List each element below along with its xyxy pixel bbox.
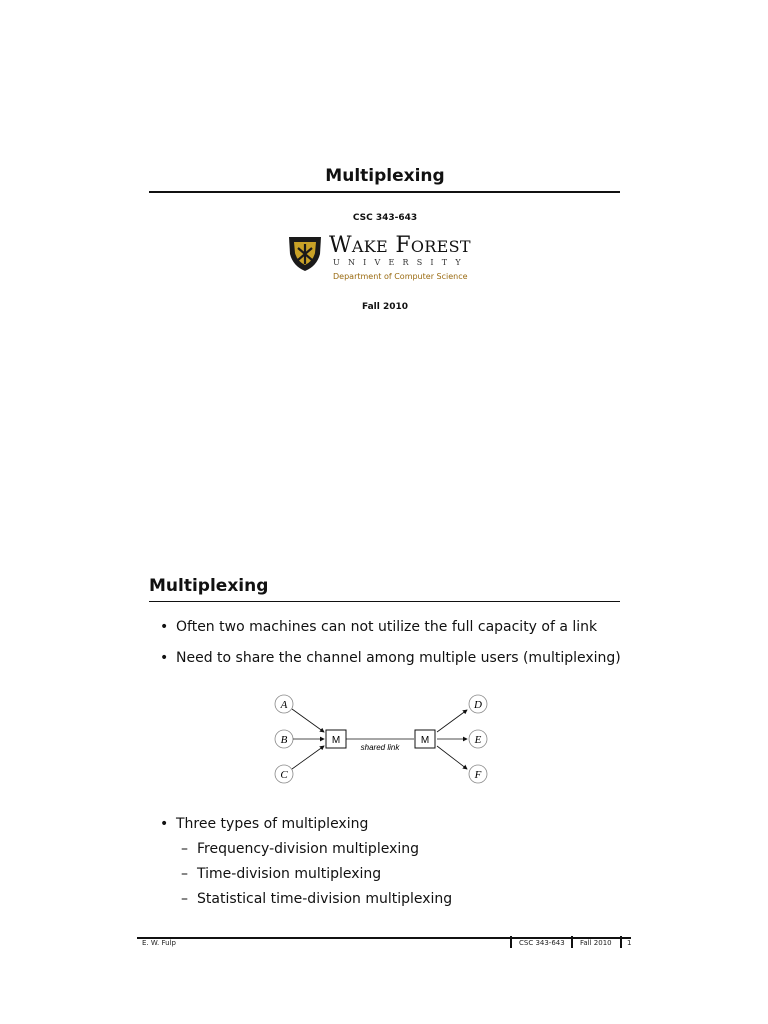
title-rule	[149, 191, 620, 193]
term-label: Fall 2010	[361, 302, 409, 312]
sub-bullet-text: Time-division multiplexing	[197, 866, 382, 882]
shared-link-label: shared link	[360, 743, 400, 752]
svg-text:E: E	[474, 734, 482, 746]
footer-author: E. W. Fulp	[142, 939, 176, 947]
footer-separator	[571, 936, 573, 948]
bullet-dot: •	[160, 619, 169, 635]
slide-title: Multiplexing	[149, 576, 269, 596]
node-b	[275, 730, 293, 748]
sub-bullet-text: Statistical time-division multiplexing	[197, 891, 453, 907]
edge-a-mux	[292, 709, 324, 732]
svg-text:M: M	[420, 735, 430, 746]
edge-c-mux	[292, 746, 324, 769]
footer-separator	[510, 936, 512, 948]
demultiplexer-box	[415, 730, 435, 748]
title-slide-heading: Multiplexing	[325, 166, 445, 186]
sub-bullet-item	[181, 841, 419, 857]
university-subtitle: UNIVERSITY	[333, 258, 469, 267]
svg-text:F: F	[474, 769, 482, 781]
bullet-dot: •	[160, 650, 169, 666]
sub-bullet-text: Frequency-division multiplexing	[197, 841, 420, 857]
page-number: 1	[627, 939, 632, 947]
bullet-item	[160, 650, 621, 666]
university-wordmark: WAKE FOREST	[329, 233, 471, 258]
svg-text:C: C	[280, 769, 288, 781]
bullet-text: Three types of multiplexing	[176, 816, 369, 832]
svg-text:D: D	[474, 699, 482, 711]
node-a	[275, 695, 293, 713]
course-code: CSC 343-643	[352, 213, 418, 223]
sub-bullet-dash: –	[181, 841, 188, 857]
sub-bullet-item	[181, 891, 452, 907]
footer-term: Fall 2010	[580, 939, 612, 947]
department-name: Department of Computer Science	[333, 272, 468, 281]
footer-course: CSC 343-643	[519, 939, 565, 947]
bullet-text: Need to share the channel among multiple users (multiplexing)	[176, 650, 621, 666]
bullet-item	[160, 619, 597, 635]
multiplexing-diagram	[260, 690, 500, 790]
sub-bullet-dash: –	[181, 866, 188, 882]
sub-bullet-dash: –	[181, 891, 188, 907]
node-f	[469, 765, 487, 783]
edge-demux-f	[437, 746, 467, 769]
university-shield-logo	[287, 234, 323, 276]
svg-text:B: B	[280, 734, 288, 746]
node-c	[275, 765, 293, 783]
multiplexer-box	[326, 730, 346, 748]
bullet-dot: •	[160, 816, 169, 832]
sub-bullet-item	[181, 866, 381, 882]
node-e	[469, 730, 487, 748]
svg-text:M: M	[331, 735, 341, 746]
bullet-item	[160, 816, 368, 832]
svg-text:A: A	[280, 699, 288, 711]
footer-separator	[620, 936, 622, 948]
bullet-text: Often two machines can not utilize the full capacity of a link	[176, 619, 598, 635]
node-d	[469, 695, 487, 713]
slide-title-rule	[149, 601, 620, 602]
edge-demux-d	[437, 710, 467, 732]
